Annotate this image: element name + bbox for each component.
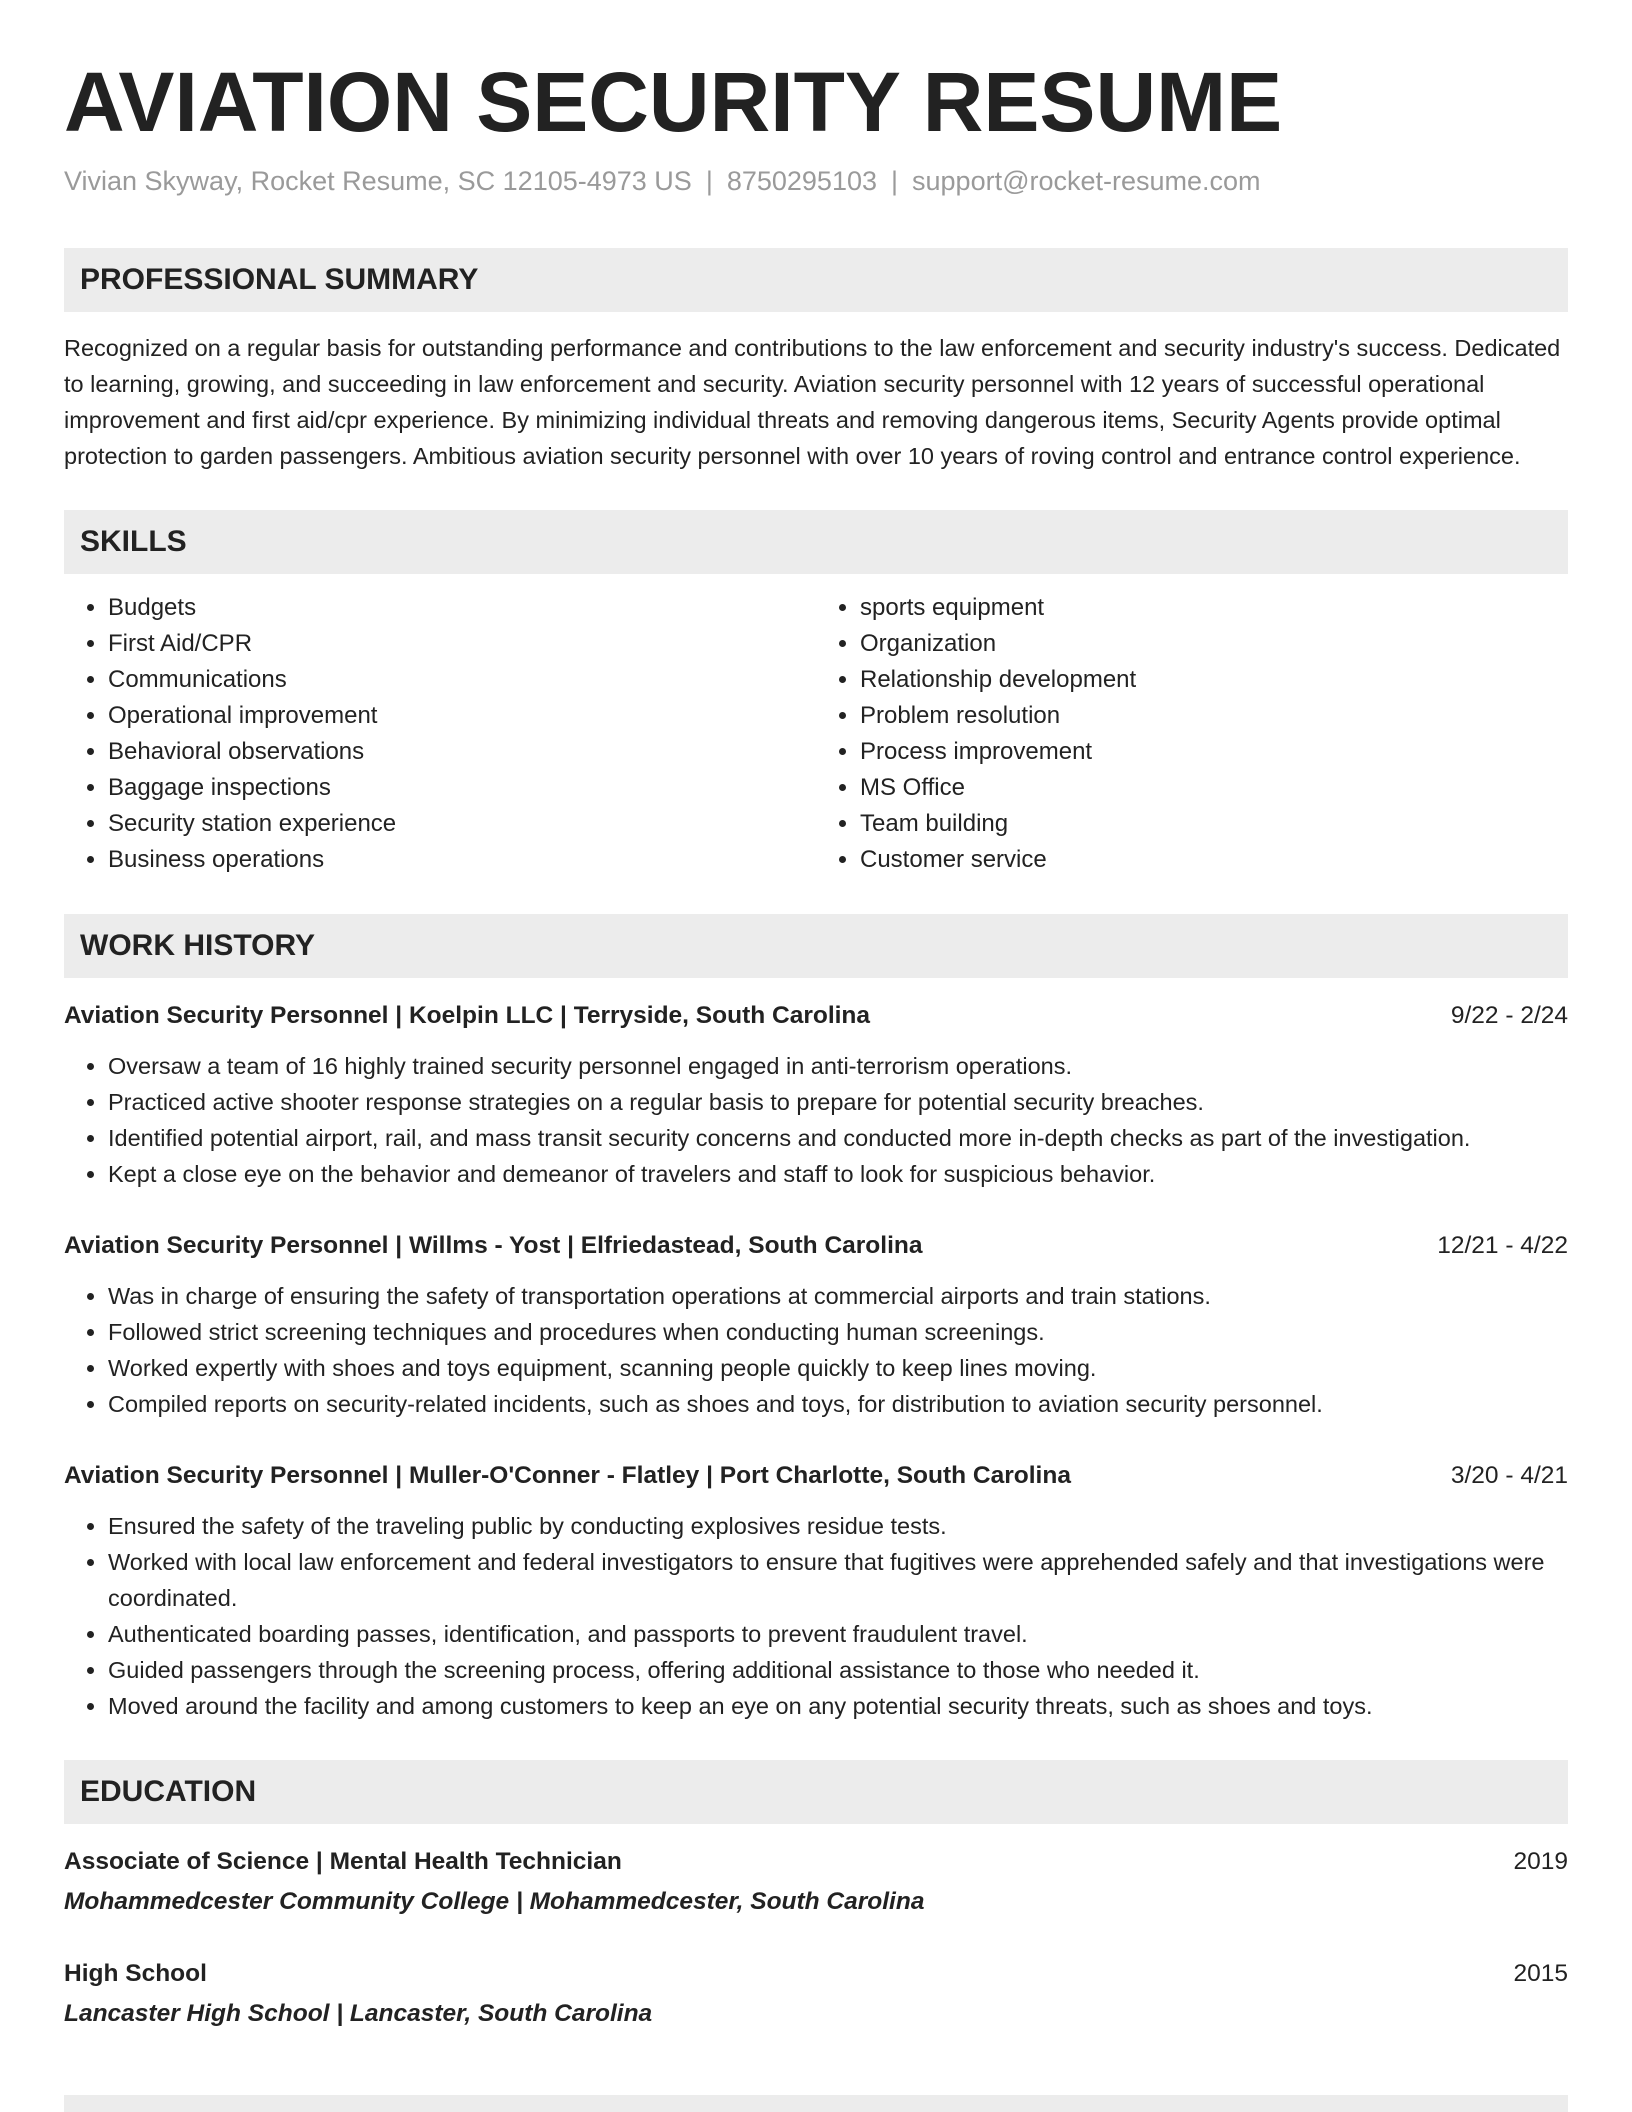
skill-item: • Baggage inspections	[108, 770, 816, 806]
skill-item: • Organization	[860, 626, 1568, 662]
job-header	[64, 998, 1568, 1034]
job-title: Aviation Security Personnel | Koelpin LLC | Terryside, South Carolina	[64, 1002, 871, 1029]
job-bullet: • Practiced active shooter response strategies on a regular basis to prepare for potential security breaches.	[108, 1084, 1568, 1120]
job-bullet: • Moved around the facility and among customers to keep an eye on any potential security threats, such as shoes and toys.	[108, 1688, 1568, 1724]
job-bullet: • Worked expertly with shoes and toys equipment, scanning people quickly to keep lines moving.	[108, 1350, 1568, 1386]
job-bullets	[64, 1278, 1568, 1422]
contact-line	[64, 164, 1568, 198]
education-header	[64, 1844, 1568, 1880]
job-bullets	[64, 1508, 1568, 1724]
job-bullet: • Oversaw a team of 16 highly trained security personnel engaged in anti-terrorism operations.	[108, 1048, 1568, 1084]
skill-item: • Operational improvement	[108, 698, 816, 734]
job-header	[64, 1228, 1568, 1264]
skill-item: • Process improvement	[860, 734, 1568, 770]
job-bullet: • Kept a close eye on the behavior and demeanor of travelers and staff to look for suspicious behavior.	[108, 1156, 1568, 1192]
skill-item: • Customer service	[860, 842, 1568, 878]
contact-separator: |	[705, 166, 713, 196]
section-heading-work-history: WORK HISTORY	[64, 914, 1568, 978]
page-title: AVIATION SECURITY RESUME	[64, 55, 1283, 149]
job-dates: 9/22 - 2/24	[1450, 1002, 1568, 1029]
education-degree: Associate of Science | Mental Health Technician	[64, 1848, 622, 1875]
job-title: Aviation Security Personnel | Muller-O'Conner - Flatley | Port Charlotte, South Carolina	[64, 1462, 1071, 1489]
section-heading-summary: PROFESSIONAL SUMMARY	[64, 248, 1568, 312]
summary-text: Recognized on a regular basis for outstanding performance and contributions to the law enforcement and security industry's success. Dedicated to learning, growing, and succeeding in law enforcement and security. Aviation security personnel with 12 years of successful operational improvement and first aid/cpr experience. By minimizing individual threats and removing dangerous items, Security Agents provide optimal protection to garden passengers. Ambitious aviation security personnel with over 10 years of roving control and entrance control experience.	[64, 335, 1561, 469]
job-bullet: • Worked with local law enforcement and federal investigators to ensure that fugitives were apprehended safely and that investigations were coordinated.	[108, 1544, 1568, 1616]
section-heading-education: EDUCATION	[64, 1760, 1568, 1824]
job-header	[64, 1458, 1568, 1494]
contact-email: support@rocket-resume.com	[912, 166, 1261, 196]
job-entry	[64, 1228, 1568, 1422]
job-bullet: • Ensured the safety of the traveling public by conducting explosives residue tests.	[108, 1508, 1568, 1544]
skills-list	[64, 590, 1568, 878]
job-title: Aviation Security Personnel | Willms - Yost | Elfriedastead, South Carolina	[64, 1232, 923, 1259]
skills-column-right	[816, 590, 1568, 878]
education-degree: High School	[64, 1960, 207, 1987]
education-school: Lancaster High School | Lancaster, South Carolina	[64, 2000, 653, 2027]
job-entry	[64, 1458, 1568, 1724]
skill-item: • Business operations	[108, 842, 816, 878]
skill-item: • Behavioral observations	[108, 734, 816, 770]
education-year: 2019	[1513, 1848, 1568, 1875]
contact-address: Vivian Skyway, Rocket Resume, SC 12105-4973 US	[64, 166, 692, 196]
job-bullets	[64, 1048, 1568, 1192]
skill-item: • First Aid/CPR	[108, 626, 816, 662]
education-header	[64, 1956, 1568, 1992]
job-dates: 3/20 - 4/21	[1450, 1462, 1568, 1489]
section-heading-skills: SKILLS	[64, 510, 1568, 574]
contact-phone: 8750295103	[726, 166, 877, 196]
job-bullet: • Was in charge of ensuring the safety of transportation operations at commercial airports and train stations.	[108, 1278, 1568, 1314]
job-bullet: • Identified potential airport, rail, and mass transit security concerns and conducted more in-depth checks as part of the investigation.	[108, 1120, 1568, 1156]
skill-item: • MS Office	[860, 770, 1568, 806]
education-entry	[64, 1844, 1568, 1920]
education-school: Mohammedcester Community College | Mohammedcester, South Carolina	[64, 1888, 925, 1915]
skill-item: • Communications	[108, 662, 816, 698]
skill-item: • sports equipment	[860, 590, 1568, 626]
skills-column-left	[64, 590, 816, 878]
job-bullet: • Compiled reports on security-related incidents, such as shoes and toys, for distribution to aviation security personnel.	[108, 1386, 1568, 1422]
skill-item: • Problem resolution	[860, 698, 1568, 734]
education-entry	[64, 1956, 1568, 2032]
job-bullet: • Authenticated boarding passes, identification, and passports to prevent fraudulent travel.	[108, 1616, 1568, 1652]
skill-item: • Relationship development	[860, 662, 1568, 698]
section-heading-cutoff	[64, 2095, 1568, 2112]
contact-separator: |	[891, 166, 899, 196]
education-year: 2015	[1513, 1960, 1568, 1987]
job-entry	[64, 998, 1568, 1192]
skill-item: • Security station experience	[108, 806, 816, 842]
skill-item: • Budgets	[108, 590, 816, 626]
job-dates: 12/21 - 4/22	[1437, 1232, 1568, 1259]
job-bullet: • Guided passengers through the screening process, offering additional assistance to those who needed it.	[108, 1652, 1568, 1688]
skill-item: • Team building	[860, 806, 1568, 842]
job-bullet: • Followed strict screening techniques and procedures when conducting human screenings.	[108, 1314, 1568, 1350]
